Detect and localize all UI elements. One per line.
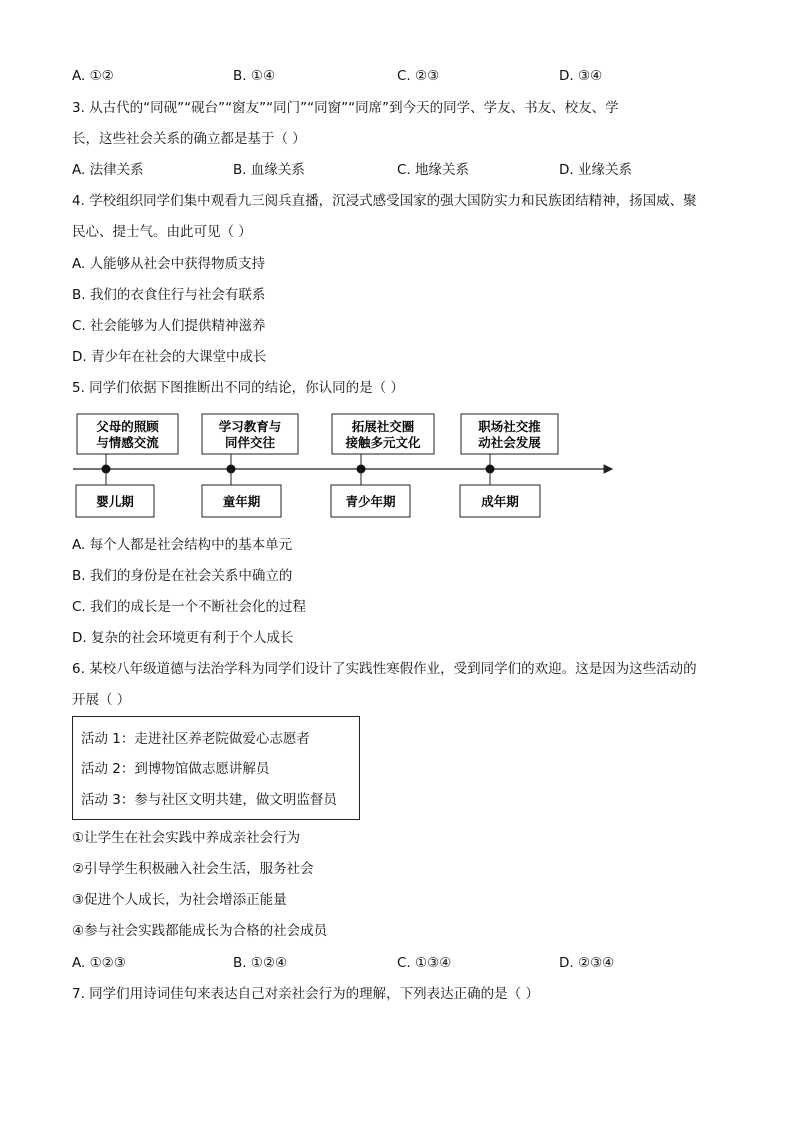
q6-statement-3: ③促进个人成长，为社会增添正能量 bbox=[72, 892, 287, 908]
top-box-2-line1: 学习教育与 bbox=[218, 419, 282, 434]
q4-stem-line1: 4. 学校组织同学们集中观看九三阅兵直播，沉浸式感受国家的强大国防实力和民族团结精神，扬国威、聚 bbox=[72, 193, 697, 209]
q4-option-b[interactable]: B. 我们的衣食住行与社会有联系 bbox=[72, 287, 266, 303]
q6-option-a[interactable]: A. ①②③ bbox=[72, 955, 126, 971]
q5-option-c[interactable]: C. 我们的成长是一个不断社会化的过程 bbox=[72, 599, 307, 615]
q2-option-b[interactable]: B. ①④ bbox=[233, 68, 276, 84]
q4-stem-line2: 民心、提士气。由此可见（ ） bbox=[72, 224, 252, 240]
q3-stem-line2: 长，这些社会关系的确立都是基于（ ） bbox=[72, 131, 306, 147]
q6-activity-2: 活动 2：到博物馆做志愿讲解员 bbox=[81, 761, 270, 777]
top-box-4-line2: 动社会发展 bbox=[478, 435, 541, 450]
q6-option-b[interactable]: B. ①②④ bbox=[233, 955, 288, 971]
q6-activity-3: 活动 3：参与社区文明共建，做文明监督员 bbox=[81, 792, 337, 808]
top-box-4-line1: 职场社交推 bbox=[478, 419, 541, 434]
q6-statement-4: ④参与社会实践都能成长为合格的社会成员 bbox=[72, 923, 328, 939]
q6-options bbox=[72, 954, 732, 972]
q6-activity-1: 活动 1：走进社区养老院做爱心志愿者 bbox=[81, 731, 310, 747]
stage-box-3 bbox=[331, 485, 410, 517]
q4-option-d[interactable]: D. 青少年在社会的大课堂中成长 bbox=[72, 349, 267, 365]
q3-option-a[interactable]: A. 法律关系 bbox=[72, 162, 144, 178]
top-box-3-line1: 拓展社交圈 bbox=[351, 419, 415, 434]
top-box-2 bbox=[202, 414, 298, 454]
q3-option-d[interactable]: D. 业缘关系 bbox=[559, 162, 632, 178]
q2-option-c[interactable]: C. ②③ bbox=[397, 68, 440, 84]
top-box-3 bbox=[332, 414, 434, 454]
q4-option-c[interactable]: C. 社会能够为人们提供精神滋养 bbox=[72, 318, 266, 334]
stage-label-2: 童年期 bbox=[222, 494, 261, 509]
q6-stem-line2: 开展（ ） bbox=[72, 692, 131, 708]
top-box-2-line2: 同伴交往 bbox=[224, 435, 276, 450]
top-box-1 bbox=[77, 414, 178, 454]
q6-statement-1: ①让学生在社会实践中养成亲社会行为 bbox=[72, 830, 301, 846]
q5-option-a[interactable]: A. 每个人都是社会结构中的基本单元 bbox=[72, 537, 293, 553]
q6-stem-line1: 6. 某校八年级道德与法治学科为同学们设计了实践性寒假作业，受到同学们的欢迎。这是因为这些活动的 bbox=[72, 661, 697, 677]
q3-stem-line1: 3. 从古代的“同砚”“砚台”“窗友”“同门”“同窗”“同席”到今天的同学、学友、书友、校友、学 bbox=[72, 100, 619, 116]
top-box-1-line1: 父母的照顾 bbox=[96, 419, 159, 434]
stage-box-2 bbox=[202, 485, 281, 517]
stage-label-4: 成年期 bbox=[481, 494, 519, 509]
q5-stem: 5. 同学们依据下图推断出不同的结论，你认同的是（ ） bbox=[72, 380, 404, 396]
q2-option-a[interactable]: A. ①② bbox=[72, 68, 114, 84]
q6-activity-box bbox=[72, 716, 360, 820]
stage-label-3: 青少年期 bbox=[345, 494, 396, 509]
q3-option-b[interactable]: B. 血缘关系 bbox=[233, 162, 305, 178]
q6-option-c[interactable]: C. ①③④ bbox=[397, 955, 452, 971]
q2-option-d[interactable]: D. ③④ bbox=[559, 68, 603, 84]
top-box-3-line2: 接触多元文化 bbox=[345, 435, 421, 450]
q5-option-b[interactable]: B. 我们的身份是在社会关系中确立的 bbox=[72, 568, 293, 584]
stage-label-1: 婴儿期 bbox=[96, 494, 134, 509]
top-box-4 bbox=[461, 414, 558, 454]
q4-option-a[interactable]: A. 人能够从社会中获得物质支持 bbox=[72, 256, 266, 272]
q5-option-d[interactable]: D. 复杂的社会环境更有利于个人成长 bbox=[72, 630, 294, 646]
stage-box-1 bbox=[76, 485, 154, 517]
q3-option-c[interactable]: C. 地缘关系 bbox=[397, 162, 470, 178]
q7-stem: 7. 同学们用诗词佳句来表达自己对亲社会行为的理解，下列表达正确的是（ ） bbox=[72, 986, 539, 1002]
q6-option-d[interactable]: D. ②③④ bbox=[559, 955, 615, 971]
q6-statement-2: ②引导学生积极融入社会生活，服务社会 bbox=[72, 861, 314, 877]
top-box-1-line2: 与情感交流 bbox=[96, 435, 159, 450]
stage-box-4 bbox=[460, 485, 540, 517]
